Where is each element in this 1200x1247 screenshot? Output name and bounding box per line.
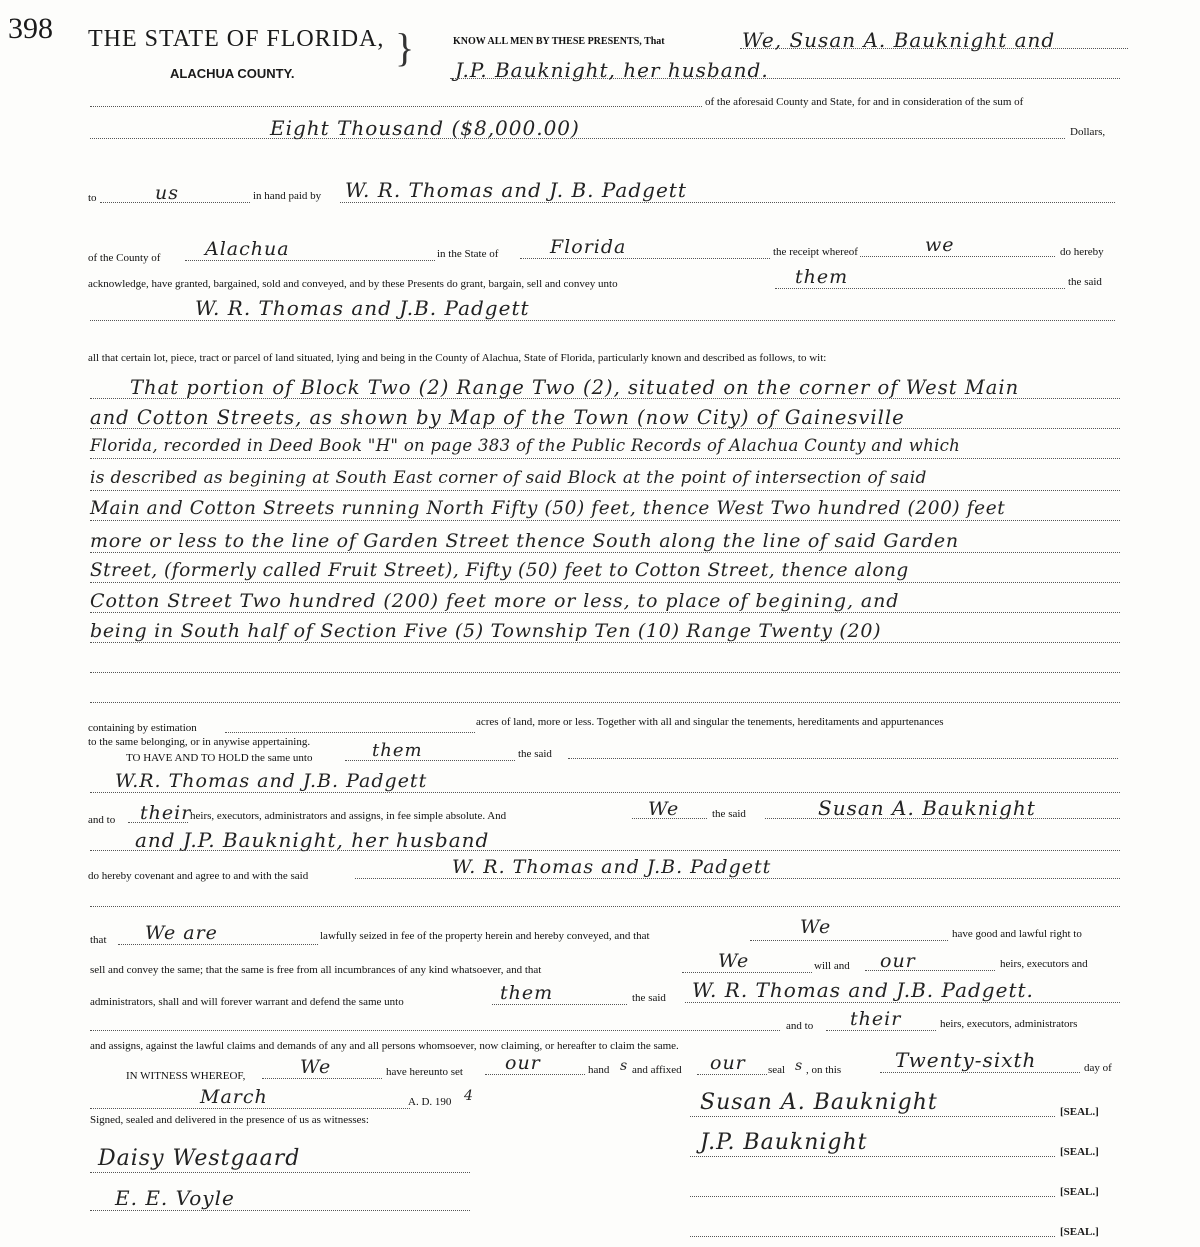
fill-line [520, 258, 770, 259]
receipt-who-written: we [925, 234, 955, 256]
fill-line [90, 1210, 470, 1211]
that-text: that [90, 934, 107, 946]
fill-line [690, 1236, 1055, 1237]
containing-text: containing by estimation [88, 722, 197, 734]
the-said-text: the said [1068, 276, 1102, 288]
witness-daisy: Daisy Westgaard [98, 1146, 301, 1171]
and-that-who-written: We [800, 916, 832, 938]
description-line: Florida, recorded in Deed Book "H" on page 383 of the Public Records of Alachua County and which [90, 436, 961, 455]
administrators-text: administrators, shall and will forever warrant and defend the same unto [90, 996, 404, 1008]
warrant-unto-written: them [500, 982, 554, 1004]
county-of-text: of the County of [88, 252, 161, 264]
fill-line [765, 818, 1120, 819]
fill-line [865, 970, 995, 971]
paid-by-text: in hand paid by [253, 190, 322, 202]
convey-unto-written: them [795, 266, 849, 288]
state-of-text: in the State of [437, 248, 499, 260]
fill-line [90, 672, 1120, 673]
fill-line [568, 758, 1118, 759]
fill-line [90, 792, 1120, 793]
and-to-2-text: and to [786, 1020, 814, 1032]
seal-mark: [SEAL.] [1060, 1226, 1099, 1238]
do-hereby-text: do hereby [1060, 246, 1104, 258]
belonging-text: to the same belonging, or in anywise appertaining. [88, 736, 311, 748]
seal-mark: [SEAL.] [1060, 1146, 1099, 1158]
our-written: our [880, 950, 916, 972]
fill-line [775, 288, 1065, 289]
that-who-written: We are [145, 922, 218, 944]
year-digit-written: 4 [464, 1088, 474, 1104]
said-grantors-1-written: Susan A. Bauknight [818, 796, 1036, 820]
know-all-text: KNOW ALL MEN BY THESE PRESENTS, That [453, 36, 665, 47]
lawfully-seized-text: lawfully seized in fee of the property herein and hereby conveyed, and that [320, 930, 650, 942]
and-that-2-written: We [718, 950, 750, 972]
fill-line [90, 850, 1120, 851]
paid-by-written: W. R. Thomas and J. B. Padgett [345, 178, 687, 202]
fill-line [90, 138, 1065, 139]
fill-line [128, 822, 188, 823]
the-said-2-text: the said [518, 748, 552, 760]
and-to-text: and to [88, 814, 116, 826]
day-written: Twenty-sixth [895, 1048, 1037, 1072]
fill-line [90, 906, 1120, 907]
fill-line [185, 260, 435, 261]
signed-sealed-text: Signed, sealed and delivered in the presence of us as witnesses: [90, 1114, 369, 1126]
have-hereunto-text: have hereunto set [386, 1066, 463, 1078]
in-witness-text: IN WITNESS WHEREOF, [126, 1070, 246, 1082]
ad-text: A. D. 190 [408, 1096, 452, 1108]
description-line: That portion of Block Two (2) Range Two (2), situated on the corner of West Main [130, 376, 1020, 399]
fill-line [340, 202, 1115, 203]
to-text: to [88, 192, 97, 204]
sell-convey-text: sell and convey the same; that the same is free from all incumbrances of any kind whatsoever, and that [90, 964, 542, 976]
description-line: is described as begining at South East corner of said Block at the point of intersection of said [90, 468, 927, 488]
fill-line [355, 878, 1120, 879]
fill-line [90, 1172, 470, 1173]
description-line: and Cotton Streets, as shown by Map of the Town (now City) of Gainesville [90, 406, 905, 429]
the-said-3-text: the said [712, 808, 746, 820]
description-line: Cotton Street Two hundred (200) feet more or less, to place of begining, and [90, 590, 900, 612]
to-have-text: TO HAVE AND TO HOLD the same unto [126, 752, 313, 764]
fill-line [860, 256, 1055, 257]
seal-mark: [SEAL.] [1060, 1186, 1099, 1198]
the-said-4-text: the said [632, 992, 666, 1004]
and-who-written: We [648, 798, 680, 820]
record-number: 398 [8, 12, 53, 45]
and-to-2-written: their [850, 1008, 902, 1030]
fill-line [345, 760, 515, 761]
state-written: Florida [550, 236, 627, 258]
fill-line [880, 1072, 1080, 1073]
county-heading: ALACHUA COUNTY. [170, 66, 295, 81]
aforesaid-text: of the aforesaid County and State, for and in consideration of the sum of [705, 96, 1024, 108]
all-that-certain-text: all that certain lot, piece, tract or parcel of land situated, lying and being in the County of Alachua, State of Florida, particularly known and described as follows, to wit: [88, 352, 827, 364]
fill-line [750, 940, 948, 941]
fill-line [90, 458, 1120, 459]
fill-line [90, 1030, 780, 1031]
affixed-our-written: our [710, 1052, 746, 1074]
hand-s-written: s [620, 1058, 629, 1074]
fill-line [225, 732, 475, 733]
covenant-with-written: W. R. Thomas and J.B. Padgett [452, 856, 772, 878]
heading-bracket: } [395, 25, 415, 70]
fill-line [485, 1074, 585, 1075]
and-affixed-text: and affixed [632, 1064, 682, 1076]
fill-line [492, 1004, 627, 1005]
fill-line [100, 202, 250, 203]
signature-jp: J.P. Bauknight [700, 1130, 868, 1155]
fill-line [690, 1116, 1055, 1117]
acres-text: acres of land, more or less. Together with all and singular the tenements, hereditaments and appurtenances [476, 716, 944, 728]
grantors-line-2: J.P. Bauknight, her husband. [455, 58, 769, 82]
will-and-text: will and [814, 960, 850, 972]
fill-line [690, 1196, 1055, 1197]
fill-line [826, 1030, 936, 1031]
fill-line [450, 78, 1120, 79]
fill-line [90, 428, 1120, 429]
description-line: more or less to the line of Garden Street thence South along the line of said Garden [90, 530, 959, 552]
have-good-text: have good and lawful right to [952, 928, 1082, 940]
fill-line [690, 1156, 1055, 1157]
hold-unto-written: them [372, 740, 423, 761]
dollars-text: Dollars, [1070, 126, 1106, 138]
fill-line [90, 642, 1120, 643]
seal-s-written: s [795, 1058, 804, 1074]
fill-line [90, 552, 1120, 553]
on-this-text: , on this [806, 1064, 842, 1076]
fill-line [90, 106, 702, 107]
grantors-line-1: We, Susan A. Bauknight and [742, 28, 1056, 52]
fill-line [90, 320, 1115, 321]
said-grantors-2-written: and J.P. Bauknight, her husband [135, 828, 490, 852]
signature-susan: Susan A. Bauknight [700, 1090, 938, 1115]
seal-mark: [SEAL.] [1060, 1106, 1099, 1118]
witness-voyle: E. E. Voyle [115, 1186, 235, 1210]
fill-line [90, 582, 1120, 583]
fill-line [740, 48, 1128, 49]
fill-line [682, 972, 812, 973]
month-written: March [200, 1086, 268, 1108]
day-of-text: day of [1084, 1062, 1112, 1074]
heirs-exec-text: heirs, executors and [1000, 958, 1088, 970]
receipt-text: the receipt whereof [773, 246, 858, 258]
and-assigns-text: and assigns, against the lawful claims and demands of any and all persons whomsoever, now claiming, or hereafter to claim the same. [90, 1040, 679, 1052]
fill-line [90, 612, 1120, 613]
state-heading: THE STATE OF FLORIDA, [88, 26, 385, 52]
warrant-grantees-written: W. R. Thomas and J.B. Padgett. [692, 978, 1034, 1002]
fill-line [90, 702, 1120, 703]
set-our-written: our [505, 1052, 541, 1074]
sum-written: Eight Thousand ($8,000.00) [270, 116, 580, 140]
hold-grantees-written: W.R. Thomas and J.B. Padgett [115, 770, 428, 792]
fill-line [118, 944, 318, 945]
fill-line [262, 1078, 382, 1079]
county-written: Alachua [205, 238, 290, 260]
to-whom-written: us [155, 182, 179, 204]
fill-line [90, 1108, 410, 1109]
witness-who-written: We [300, 1056, 332, 1078]
description-line: Street, (formerly called Fruit Street), Fifty (50) feet to Cotton Street, thence along [90, 560, 909, 581]
and-to-written: their [140, 802, 192, 824]
description-line: being in South half of Section Five (5) Township Ten (10) Range Twenty (20) [90, 620, 882, 642]
fill-line [90, 520, 1120, 521]
seal-text: seal [768, 1064, 786, 1076]
hand-text: hand [588, 1064, 610, 1076]
fill-line [90, 490, 1120, 491]
fill-line [90, 398, 1120, 399]
description-line: Main and Cotton Streets running North Fifty (50) feet, thence West Two hundred (200) feet [90, 498, 1006, 519]
acknowledge-text: acknowledge, have granted, bargained, sold and conveyed, and by these Presents do grant, bargain, sell and convey unto [88, 278, 618, 290]
fill-line [697, 1074, 767, 1075]
heirs-exec-2-text: heirs, executors, administrators [940, 1018, 1078, 1030]
heirs-text: heirs, executors, administrators and assigns, in fee simple absolute. And [190, 810, 507, 822]
covenant-text: do hereby covenant and agree to and with the said [88, 870, 309, 882]
fill-line [632, 818, 707, 819]
fill-line [685, 1002, 1120, 1003]
grantees-written: W. R. Thomas and J.B. Padgett [195, 296, 530, 320]
